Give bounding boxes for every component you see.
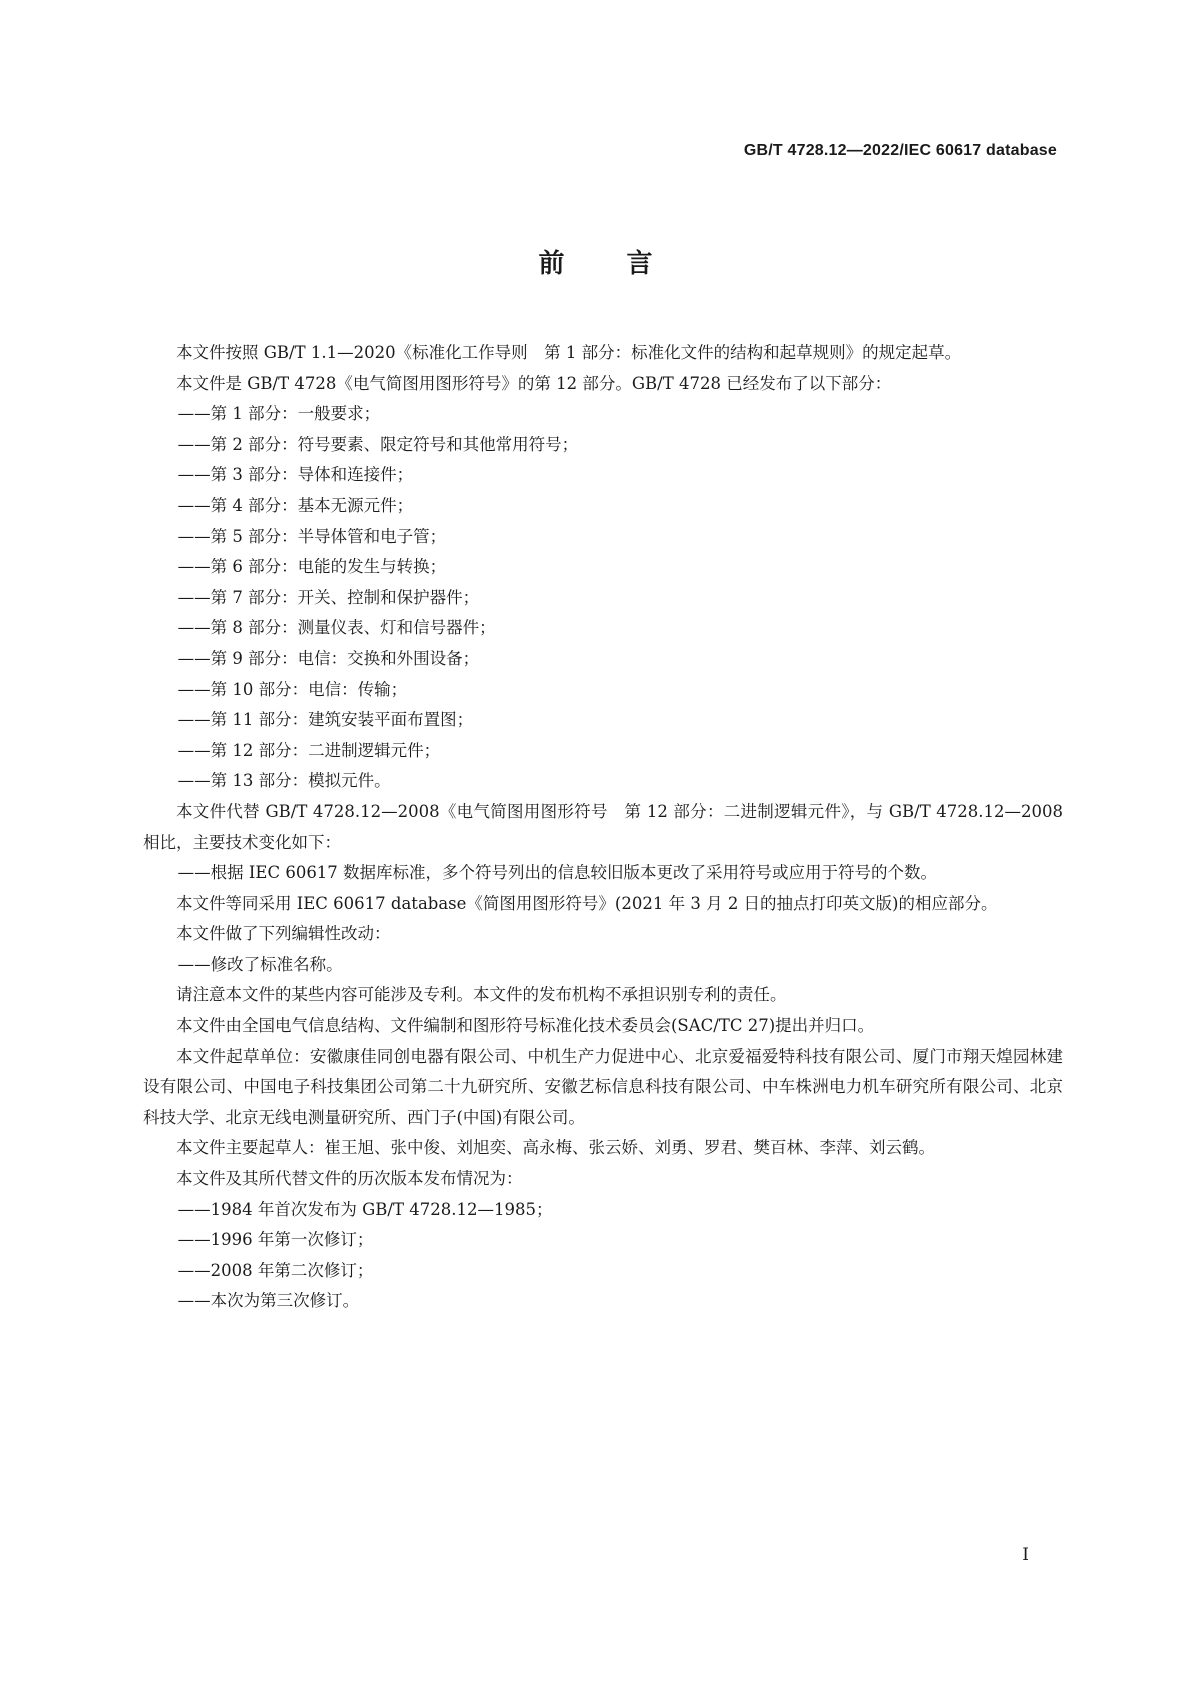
paragraph-editorial: 本文件做了下列编辑性改动： xyxy=(176,924,391,944)
list-item-history: ——1996 年第一次修订； xyxy=(177,1230,374,1250)
paragraph-patent: 请注意本文件的某些内容可能涉及专利。本文件的发布机构不承担识别专利的责任。 xyxy=(176,985,787,1005)
paragraph-proposer: 本文件由全国电气信息结构、文件编制和图形符号标准化技术委员会(SAC/TC 27)提出并归口。 xyxy=(176,1016,875,1036)
paragraph-replaces: 本文件代替 GB/T 4728.12—2008《电气简图用图形符号 第 12 部分：二进制逻辑元件》，与 GB/T 4728.12—2008 相比，主要技术变化如下： xyxy=(143,801,1063,852)
paragraph-drafting-rules: 本文件按照 GB/T 1.1—2020《标准化工作导则 第 1 部分：标准化文件的结构和起草规则》的规定起草。 xyxy=(176,343,962,362)
page-title: 前言 xyxy=(538,249,715,279)
list-item-part: ——第 13 部分：模拟元件。 xyxy=(177,771,391,791)
list-item-change: ——根据 IEC 60617 数据库标准，多个符号列出的信息较旧版本更改了采用符号或应用于符号的个数。 xyxy=(177,863,938,883)
list-item-history: ——本次为第三次修订。 xyxy=(177,1291,360,1311)
list-item-part: ——第 10 部分：电信：传输； xyxy=(177,679,408,699)
list-item-part: ——第 8 部分：测量仪表、灯和信号器件； xyxy=(177,618,496,638)
list-item-part: ——第 12 部分：二进制逻辑元件； xyxy=(177,740,441,760)
paragraph-series-intro: 本文件是 GB/T 4728《电气简图用图形符号》的第 12 部分。GB/T 4728 已经发布了以下部分： xyxy=(176,373,892,393)
page-number: I xyxy=(1022,1545,1029,1565)
list-item-part: ——第 11 部分：建筑安装平面布置图； xyxy=(177,710,474,730)
list-item-part: ——第 3 部分：导体和连接件； xyxy=(177,465,414,485)
list-item-part: ——第 6 部分：电能的发生与转换； xyxy=(177,557,447,577)
list-item-editorial: ——修改了标准名称。 xyxy=(177,954,343,974)
list-item-part: ——第 2 部分：符号要素、限定符号和其他常用符号； xyxy=(177,434,579,454)
paragraph-history: 本文件及其所代替文件的历次版本发布情况为： xyxy=(176,1169,523,1189)
list-item-part: ——第 1 部分：一般要求； xyxy=(177,404,381,424)
standard-number: GB/T 4728.12—2022/IEC 60617 database xyxy=(743,142,1057,159)
list-item-history: ——1984 年首次发布为 GB/T 4728.12—1985； xyxy=(177,1199,553,1219)
list-item-part: ——第 5 部分：半导体管和电子管； xyxy=(177,526,447,546)
list-item-history: ——2008 年第二次修订； xyxy=(177,1260,374,1280)
list-item-part: ——第 7 部分：开关、控制和保护器件； xyxy=(177,587,480,607)
list-item-part: ——第 9 部分：电信：交换和外围设备； xyxy=(177,648,480,668)
document-body xyxy=(143,338,1063,1317)
paragraph-drafting-units: 本文件起草单位：安徽康佳同创电器有限公司、中机生产力促进中心、北京爱福爱特科技有限公司、厦门市翔天煌园林建设有限公司、中国电子科技集团公司第二十九研究所、安徽艺标信息科技有限公司、中车株洲电力机车研究所有限公司、北京科技大学、北京无线电测量研究所、西门子(中国)有限公司。 xyxy=(143,1046,1063,1127)
paragraph-drafters: 本文件主要起草人：崔王旭、张中俊、刘旭奕、高永梅、张云娇、刘勇、罗君、樊百林、李萍、刘云鹤。 xyxy=(176,1138,935,1158)
paragraph-equivalence: 本文件等同采用 IEC 60617 database《简图用图形符号》(2021 年 3 月 2 日的抽点打印英文版)的相应部分。 xyxy=(176,893,998,913)
list-item-part: ——第 4 部分：基本无源元件； xyxy=(177,495,414,515)
